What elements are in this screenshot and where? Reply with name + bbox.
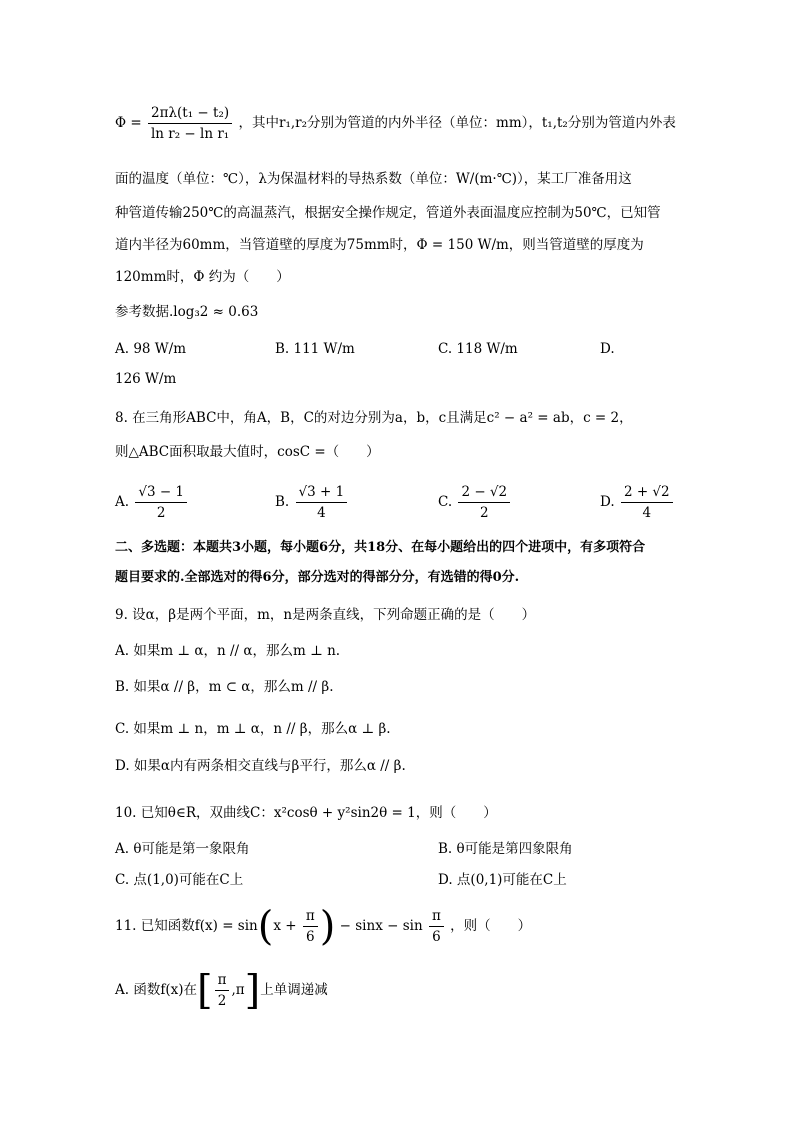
p9-option-b: B. 如果α // β，m ⊂ α，那么m // β. <box>115 679 334 695</box>
p8-option-b-num: √3 + 1 <box>296 483 348 503</box>
p11-inner-pre: x + <box>273 918 297 934</box>
p8-line1: 8. 在三角形ABC中，角A，B，C的对边分别为a，b，c且满足c² − a² = ab，c = 2， <box>115 410 633 426</box>
p7-reference: 参考数据.log₃2 ≈ 0.63 <box>115 304 259 320</box>
p10-option-a: A. θ可能是第一象限角 <box>115 841 250 857</box>
p7-option-d: D. <box>600 341 615 357</box>
p7-line5: 120mm时，Φ 约为（ ） <box>115 269 290 285</box>
p8-option-b-label: B. <box>275 494 290 510</box>
p8-option-a <box>115 483 189 522</box>
p11-pi-over-6-b <box>429 907 444 946</box>
p11-pi-a-den: 6 <box>306 929 315 945</box>
p11-option-a-post: 上单调递减 <box>260 982 328 998</box>
p8-option-a-label: A. <box>115 494 130 510</box>
p10-option-b: B. θ可能是第四象限角 <box>438 841 573 857</box>
p11-paren-open: ( <box>257 903 274 950</box>
p11-interval-num: π <box>215 971 230 991</box>
p10-stem: 10. 已知θ∈R，双曲线C：x²cosθ + y²sin2θ = 1，则（ ） <box>115 805 497 821</box>
p9-option-c: C. 如果m ⊥ n，m ⊥ α，n // β，那么α ⊥ β. <box>115 721 391 737</box>
p11-paren-close: ) <box>319 903 336 950</box>
p9-option-a: A. 如果m ⊥ α，n // α，那么m ⊥ n. <box>115 643 341 659</box>
formula-lhs: Φ = <box>115 115 142 131</box>
p11-option-a-pre: A. 函数f(x)在 <box>115 982 197 998</box>
p7-line2: 面的温度（单位：℃），λ为保温材料的导热系数（单位：W/(m·℃)），某工厂准备用这 <box>115 171 632 187</box>
p8-option-d-label: D. <box>600 494 615 510</box>
formula-tail: ，其中r₁,r₂分别为管道的内外半径（单位：mm），t₁,t₂分别为管道内外表 <box>238 115 676 131</box>
p10-option-d: D. 点(0,1)可能在C上 <box>438 872 567 888</box>
p11-interval-fraction <box>215 971 230 1010</box>
p11-pi-b-num: π <box>429 907 444 927</box>
p7-option-a: A. 98 W/m <box>115 341 187 357</box>
p8-option-c <box>438 483 512 522</box>
section2-line2: 题目要求的.全部选对的得6分，部分选对的得部分分，有选错的得0分. <box>115 570 520 585</box>
p11-stem-post: ，则（ ） <box>450 918 532 934</box>
p8-option-a-den: 2 <box>156 505 166 521</box>
section2-line1: 二、多选题：本题共3小题，每小题6分，共18分、在每小题给出的四个进项中，有多项符合 <box>115 540 646 555</box>
p11-option-a <box>115 964 328 1016</box>
p11-interval-den: 2 <box>217 993 227 1009</box>
formula-denominator: ln r₂ − ln r₁ <box>150 126 230 142</box>
p8-option-b <box>275 483 349 522</box>
p11-bracket-open: [ <box>196 967 213 1014</box>
p9-stem: 9. 设α，β是两个平面，m，n是两条直线，下列命题正确的是（ ） <box>115 607 536 623</box>
formula-numerator: 2πλ(t₁ − t₂) <box>148 104 232 124</box>
p8-option-a-fraction <box>135 483 187 522</box>
p11-stem-pre: 11. 已知函数f(x) = sin <box>115 918 258 934</box>
p7-option-c: C. 118 W/m <box>438 341 518 357</box>
p7-line4: 道内半径为60mm，当管道壁的厚度为75mm时，Φ = 150 W/m，则当管道壁的厚度为 <box>115 237 644 253</box>
p11-pi-a-num: π <box>303 907 318 927</box>
p8-option-b-fraction <box>296 483 348 522</box>
p8-option-b-den: 4 <box>317 505 326 521</box>
p8-option-c-den: 2 <box>479 505 489 521</box>
p7-option-b: B. 111 W/m <box>275 341 355 357</box>
p7-line3: 种管道传输250℃的高温蒸汽，根据安全操作规定，管道外表面温度应控制为50℃，已知管 <box>115 205 661 221</box>
p8-option-d-fraction <box>621 483 673 522</box>
p8-option-a-num: √3 − 1 <box>135 483 187 503</box>
p8-line2: 则△ABC面积取最大值时，cosC =（ ） <box>115 444 380 460</box>
p8-option-d-num: 2 + √2 <box>621 483 673 503</box>
p10-option-c: C. 点(1,0)可能在C上 <box>115 872 244 888</box>
p7-option-d-value: 126 W/m <box>115 371 177 387</box>
p11-pi-over-6-a <box>303 907 318 946</box>
p8-option-c-num: 2 − √2 <box>458 483 510 503</box>
p8-option-d <box>600 483 675 522</box>
p11-interval-sep: ,π <box>231 982 245 998</box>
p9-option-d: D. 如果α内有两条相交直线与β平行，那么α // β. <box>115 758 406 774</box>
p11-stem-mid: − sinx − sin <box>339 918 423 934</box>
p11-pi-b-den: 6 <box>432 929 441 945</box>
p11-bracket-close: ] <box>244 967 261 1014</box>
p11-stem <box>115 900 531 952</box>
formula-fraction <box>148 104 232 143</box>
p8-option-c-label: C. <box>438 494 453 510</box>
p8-option-d-den: 4 <box>642 505 652 521</box>
p8-option-c-fraction <box>458 483 510 522</box>
formula-line <box>115 104 676 143</box>
